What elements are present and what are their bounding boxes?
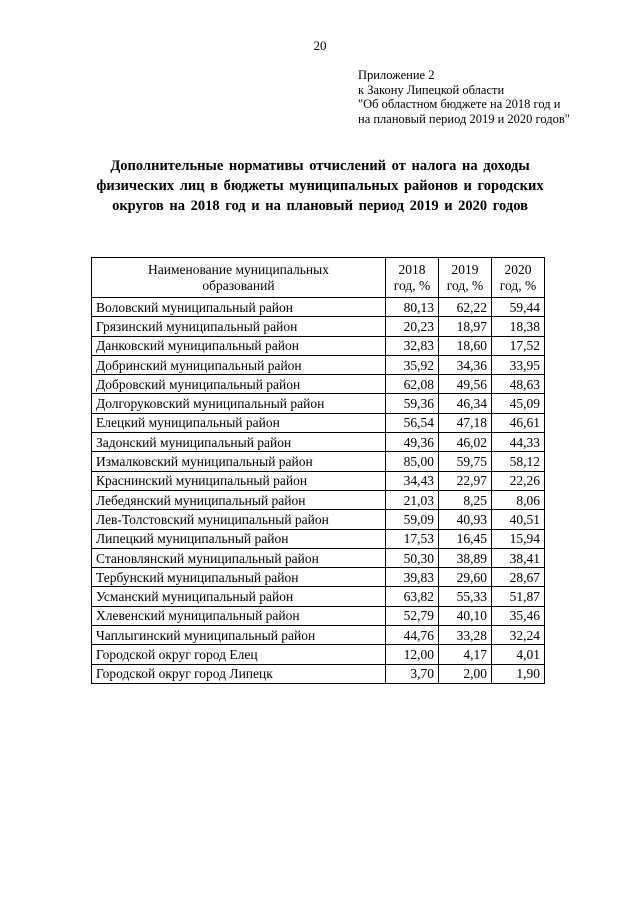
table-row bbox=[92, 587, 545, 606]
value-2020: 32,24 bbox=[492, 626, 545, 645]
value-2020: 59,44 bbox=[492, 298, 545, 317]
value-2018: 85,00 bbox=[386, 452, 439, 471]
municipality-name: Хлевенский муниципальный район bbox=[92, 606, 386, 625]
value-2019: 18,60 bbox=[439, 336, 492, 355]
value-2019: 16,45 bbox=[439, 529, 492, 548]
table-row bbox=[92, 548, 545, 567]
municipality-name: Городской округ город Елец bbox=[92, 645, 386, 664]
value-2018: 44,76 bbox=[386, 626, 439, 645]
value-2019: 55,33 bbox=[439, 587, 492, 606]
table-row bbox=[92, 452, 545, 471]
municipality-name: Чаплыгинский муниципальный район bbox=[92, 626, 386, 645]
table-row bbox=[92, 568, 545, 587]
value-2018: 52,79 bbox=[386, 606, 439, 625]
value-2020: 28,67 bbox=[492, 568, 545, 587]
value-2018: 50,30 bbox=[386, 548, 439, 567]
value-2019: 29,60 bbox=[439, 568, 492, 587]
value-2019: 33,28 bbox=[439, 626, 492, 645]
value-2018: 21,03 bbox=[386, 490, 439, 509]
header-2018 bbox=[386, 258, 439, 298]
value-2020: 44,33 bbox=[492, 433, 545, 452]
page-number: 20 bbox=[313, 38, 327, 53]
table-row bbox=[92, 510, 545, 529]
value-2020: 35,46 bbox=[492, 606, 545, 625]
municipality-name: Измалковский муниципальный район bbox=[92, 452, 386, 471]
value-2019: 22,97 bbox=[439, 471, 492, 490]
value-2020: 18,38 bbox=[492, 317, 545, 336]
table-row bbox=[92, 394, 545, 413]
title-line: физических лиц в бюджеты муниципальных районов и городских bbox=[96, 178, 544, 194]
appendix-line: к Закону Липецкой области bbox=[358, 82, 505, 97]
value-2019: 40,93 bbox=[439, 510, 492, 529]
title-line: округов на 2018 год и на плановый период 2019 и 2020 годов bbox=[112, 198, 528, 214]
table-row bbox=[92, 606, 545, 625]
value-2018: 20,23 bbox=[386, 317, 439, 336]
municipality-name: Данковский муниципальный район bbox=[92, 336, 386, 355]
table-header-row bbox=[92, 258, 545, 298]
municipality-name: Елецкий муниципальный район bbox=[92, 413, 386, 432]
value-2019: 18,97 bbox=[439, 317, 492, 336]
value-2018: 32,83 bbox=[386, 336, 439, 355]
table-row bbox=[92, 645, 545, 664]
value-2018: 59,36 bbox=[386, 394, 439, 413]
value-2019: 4,17 bbox=[439, 645, 492, 664]
value-2020: 38,41 bbox=[492, 548, 545, 567]
header-text: год, % bbox=[393, 277, 431, 293]
table-row bbox=[92, 336, 545, 355]
value-2020: 8,06 bbox=[492, 490, 545, 509]
table-row bbox=[92, 490, 545, 509]
value-2018: 56,54 bbox=[386, 413, 439, 432]
value-2018: 3,70 bbox=[386, 664, 439, 683]
header-text: год, % bbox=[446, 277, 484, 293]
value-2019: 2,00 bbox=[439, 664, 492, 683]
municipality-name: Долгоруковский муниципальный район bbox=[92, 394, 386, 413]
municipality-name: Добринский муниципальный район bbox=[92, 355, 386, 374]
municipality-name: Краснинский муниципальный район bbox=[92, 471, 386, 490]
value-2019: 62,22 bbox=[439, 298, 492, 317]
norms-table bbox=[91, 257, 545, 684]
header-text: образований bbox=[202, 277, 275, 293]
table-row bbox=[92, 317, 545, 336]
value-2019: 40,10 bbox=[439, 606, 492, 625]
value-2020: 17,52 bbox=[492, 336, 545, 355]
value-2020: 22,26 bbox=[492, 471, 545, 490]
value-2020: 51,87 bbox=[492, 587, 545, 606]
municipality-name: Тербунский муниципальный район bbox=[92, 568, 386, 587]
appendix-line: "Об областном бюджете на 2018 год и bbox=[358, 97, 561, 111]
table-row bbox=[92, 298, 545, 317]
value-2020: 1,90 bbox=[492, 664, 545, 683]
table-row bbox=[92, 433, 545, 452]
value-2019: 38,89 bbox=[439, 548, 492, 567]
header-text: Наименование муниципальных bbox=[148, 261, 329, 277]
municipality-name: Задонский муниципальный район bbox=[92, 433, 386, 452]
value-2018: 34,43 bbox=[386, 471, 439, 490]
table-row bbox=[92, 626, 545, 645]
header-text: год, % bbox=[499, 277, 537, 293]
value-2020: 4,01 bbox=[492, 645, 545, 664]
value-2018: 80,13 bbox=[386, 298, 439, 317]
value-2019: 49,56 bbox=[439, 375, 492, 394]
municipality-name: Лев-Толстовский муниципальный район bbox=[92, 510, 386, 529]
municipality-name: Городской округ город Липецк bbox=[92, 664, 386, 683]
title-line: Дополнительные нормативы отчислений от налога на доходы bbox=[110, 158, 530, 174]
value-2018: 63,82 bbox=[386, 587, 439, 606]
value-2020: 48,63 bbox=[492, 375, 545, 394]
table-row bbox=[92, 375, 545, 394]
value-2020: 33,95 bbox=[492, 355, 545, 374]
header-text: 2018 bbox=[398, 261, 426, 277]
table-row bbox=[92, 471, 545, 490]
table-row bbox=[92, 664, 545, 683]
municipality-name: Усманский муниципальный район bbox=[92, 587, 386, 606]
document-title bbox=[60, 156, 580, 216]
value-2019: 46,34 bbox=[439, 394, 492, 413]
header-name bbox=[92, 258, 386, 298]
header-text: 2020 bbox=[504, 261, 532, 277]
appendix-note bbox=[358, 68, 570, 126]
value-2020: 46,61 bbox=[492, 413, 545, 432]
value-2018: 49,36 bbox=[386, 433, 439, 452]
header-2020 bbox=[492, 258, 545, 298]
value-2019: 34,36 bbox=[439, 355, 492, 374]
header-text: 2019 bbox=[451, 261, 479, 277]
municipality-name: Воловский муниципальный район bbox=[92, 298, 386, 317]
value-2018: 62,08 bbox=[386, 375, 439, 394]
value-2018: 17,53 bbox=[386, 529, 439, 548]
value-2018: 59,09 bbox=[386, 510, 439, 529]
municipality-name: Добровский муниципальный район bbox=[92, 375, 386, 394]
value-2019: 59,75 bbox=[439, 452, 492, 471]
value-2018: 39,83 bbox=[386, 568, 439, 587]
value-2020: 58,12 bbox=[492, 452, 545, 471]
value-2020: 40,51 bbox=[492, 510, 545, 529]
municipality-name: Грязинский муниципальный район bbox=[92, 317, 386, 336]
value-2020: 45,09 bbox=[492, 394, 545, 413]
table-row bbox=[92, 355, 545, 374]
value-2020: 15,94 bbox=[492, 529, 545, 548]
appendix-line: Приложение 2 bbox=[358, 68, 435, 82]
table-row bbox=[92, 413, 545, 432]
appendix-line: на плановый период 2019 и 2020 годов" bbox=[358, 111, 570, 126]
municipality-name: Липецкий муниципальный район bbox=[92, 529, 386, 548]
value-2018: 35,92 bbox=[386, 355, 439, 374]
municipality-name: Лебедянский муниципальный район bbox=[92, 490, 386, 509]
value-2019: 47,18 bbox=[439, 413, 492, 432]
table-body bbox=[92, 298, 545, 684]
value-2019: 8,25 bbox=[439, 490, 492, 509]
header-2019 bbox=[439, 258, 492, 298]
municipality-name: Становлянский муниципальный район bbox=[92, 548, 386, 567]
value-2019: 46,02 bbox=[439, 433, 492, 452]
table-row bbox=[92, 529, 545, 548]
value-2018: 12,00 bbox=[386, 645, 439, 664]
